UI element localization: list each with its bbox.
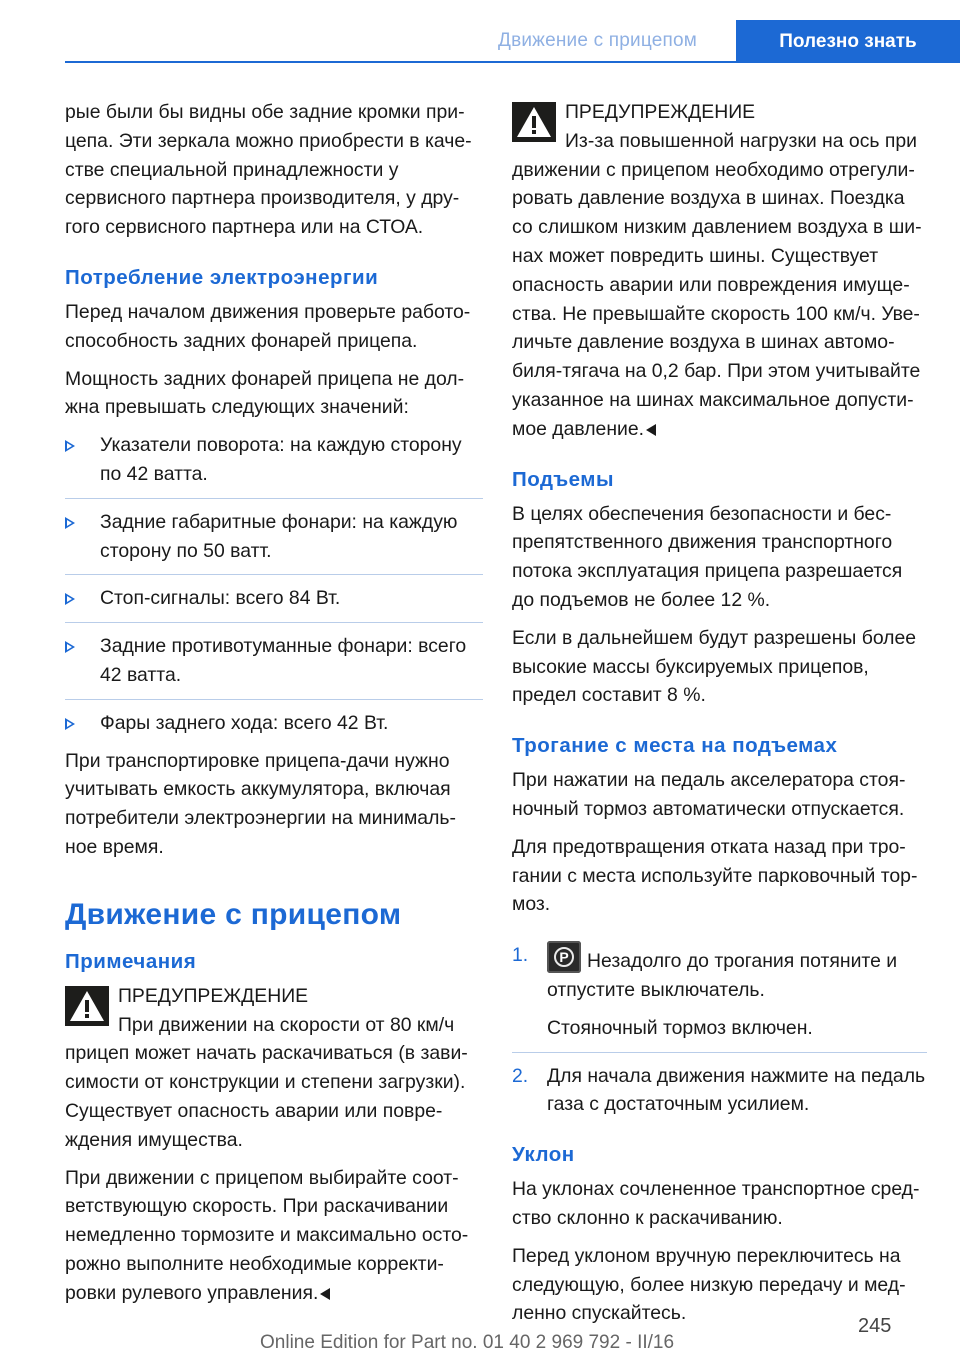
parking-brake-icon: P xyxy=(547,941,581,973)
right-column xyxy=(512,98,927,1337)
warning-title: ПРЕДУПРЕЖДЕНИЕ xyxy=(118,984,309,1007)
paragraph-mirrors: рые были бы видны обе задние кромки при-цепа. Эти зеркала можно приобрести в каче-стве специальной принадлежности у сервисного партнера производителя, у дру-гого сервисного партнера или на СТОА. xyxy=(65,101,472,239)
header-tab: Полезно знать xyxy=(736,20,960,63)
list-item: 1. P Незадолго до трогания потяните и отпустите выключатель. xyxy=(512,941,927,1005)
triangle-bullet-icon xyxy=(65,641,75,653)
list-item: Указатели поворота: на каждую сторону по 42 ватта. xyxy=(65,431,483,489)
warning-block xyxy=(512,98,927,444)
heading-slopes: Подъемы xyxy=(512,467,614,491)
heading-descent: Уклон xyxy=(512,1143,575,1167)
steps-list xyxy=(512,941,927,1119)
divider xyxy=(65,699,483,700)
triangle-bullet-icon xyxy=(65,593,75,605)
left-column xyxy=(65,98,483,1317)
divider xyxy=(65,622,483,623)
warning-block xyxy=(65,982,483,1155)
paragraph-slope-heavier: Если в дальнейшем будут разрешены более высокие массы буксируемых прицепов, предел составит 8 %. xyxy=(512,626,917,707)
warning-triangle-icon xyxy=(512,102,556,142)
footer-edition: Online Edition for Part no. 01 40 2 969 792 - II/16 xyxy=(260,1332,675,1353)
warning-text: При движении на скорости от 80 км/ч прицеп может начать раскачиваться (в зави-симости от конструкции и степени загрузки). Существует опасность аварии или повре-ждения имущества. xyxy=(65,1013,468,1151)
paragraph-power-limit: Мощность задних фонарей прицепа не дол-жна превышать следующих значений: xyxy=(65,367,465,419)
list-item: Фары заднего хода: всего 42 Вт. xyxy=(65,709,483,738)
paragraph-battery: При транспортировке прицепа-дачи нужно учитывать емкость аккумулятора, включая потребители электроэнергии на минималь-ное время. xyxy=(65,749,456,858)
end-mark-icon xyxy=(320,1288,330,1300)
paragraph-speed-advice: При движении с прицепом выбирайте соот-ветствующую скорость. При раскачивании немедленно тормозите и максимально осто-рожно выполните необходимые корректи-ровки рулевого управления. xyxy=(65,1166,469,1304)
list-item: Задние противотуманные фонари: всего 42 ватта. xyxy=(65,632,483,690)
divider xyxy=(65,574,483,575)
header-section-title: Движение с прицепом xyxy=(498,30,698,51)
warning-text: Из-за повышенной нагрузки на ось при движении с прицепом необходимо отрегули-ровать давление воздуха в шинах. Поездка со слишком низким давлением воздуха в ши-нах может повредить шины. Существует опасность аварии или повреждения имуще-ства. Не превышайте скорость 100 км/ч. Уве-личьте давление воздуха в шинах автомо-биля-тягача на 0,2 бар. При этом учитывайте указанное на шинах максимальное допусти-мое давление. xyxy=(512,129,922,440)
list-item: Задние габаритные фонари: на каждую сторону по 50 ватт. xyxy=(65,508,483,566)
divider xyxy=(65,498,483,499)
paragraph-check-lights: Перед началом движения проверьте работо-способность задних фонарей прицепа. xyxy=(65,300,471,352)
heading-hill-start: Трогание с места на подъемах xyxy=(512,734,838,758)
warning-title: ПРЕДУПРЕЖДЕНИЕ xyxy=(565,101,756,123)
end-mark-icon xyxy=(646,424,656,436)
bullet-list xyxy=(65,431,483,737)
paragraph-descent-sway: На уклонах сочлененное транспортное сред-ство склонно к раскачиванию. xyxy=(512,1178,920,1229)
list-item: 2. Для начала движения нажмите на педаль газа с достаточным усилием. xyxy=(512,1064,926,1116)
paragraph-rollback: Для предотвращения отката назад при тро-гании с места используйте парковочный тор-моз. xyxy=(512,835,918,916)
divider xyxy=(512,1052,927,1053)
list-item: Стоп-сигналы: всего 84 Вт. xyxy=(65,584,483,613)
warning-triangle-icon xyxy=(65,986,109,1026)
paragraph-brake-release: При нажатии на педаль акселератора стоя-ночный тормоз автоматически отпускается. xyxy=(512,769,906,820)
heading-power-consumption: Потребление электроэнергии xyxy=(65,265,379,289)
triangle-bullet-icon xyxy=(65,440,75,452)
header-rule xyxy=(65,61,960,63)
triangle-bullet-icon xyxy=(65,517,75,529)
paragraph-downshift: Перед уклоном вручную переключитесь на следующую, более низкую передачу и мед-ленно спускайтесь. xyxy=(512,1244,906,1325)
heading-notes: Примечания xyxy=(65,949,197,973)
chapter-title: Движение с прицепом xyxy=(65,897,402,931)
page-number: 245 xyxy=(858,1315,892,1337)
triangle-bullet-icon xyxy=(65,718,75,730)
paragraph-slope-limit: В целях обеспечения безопасности и бес-препятственного движения транспортного потока эксплуатация прицепа разрешается до подъемов не более 12 %. xyxy=(512,502,903,611)
step-result: Стояночный тормоз включен. xyxy=(547,1016,813,1039)
